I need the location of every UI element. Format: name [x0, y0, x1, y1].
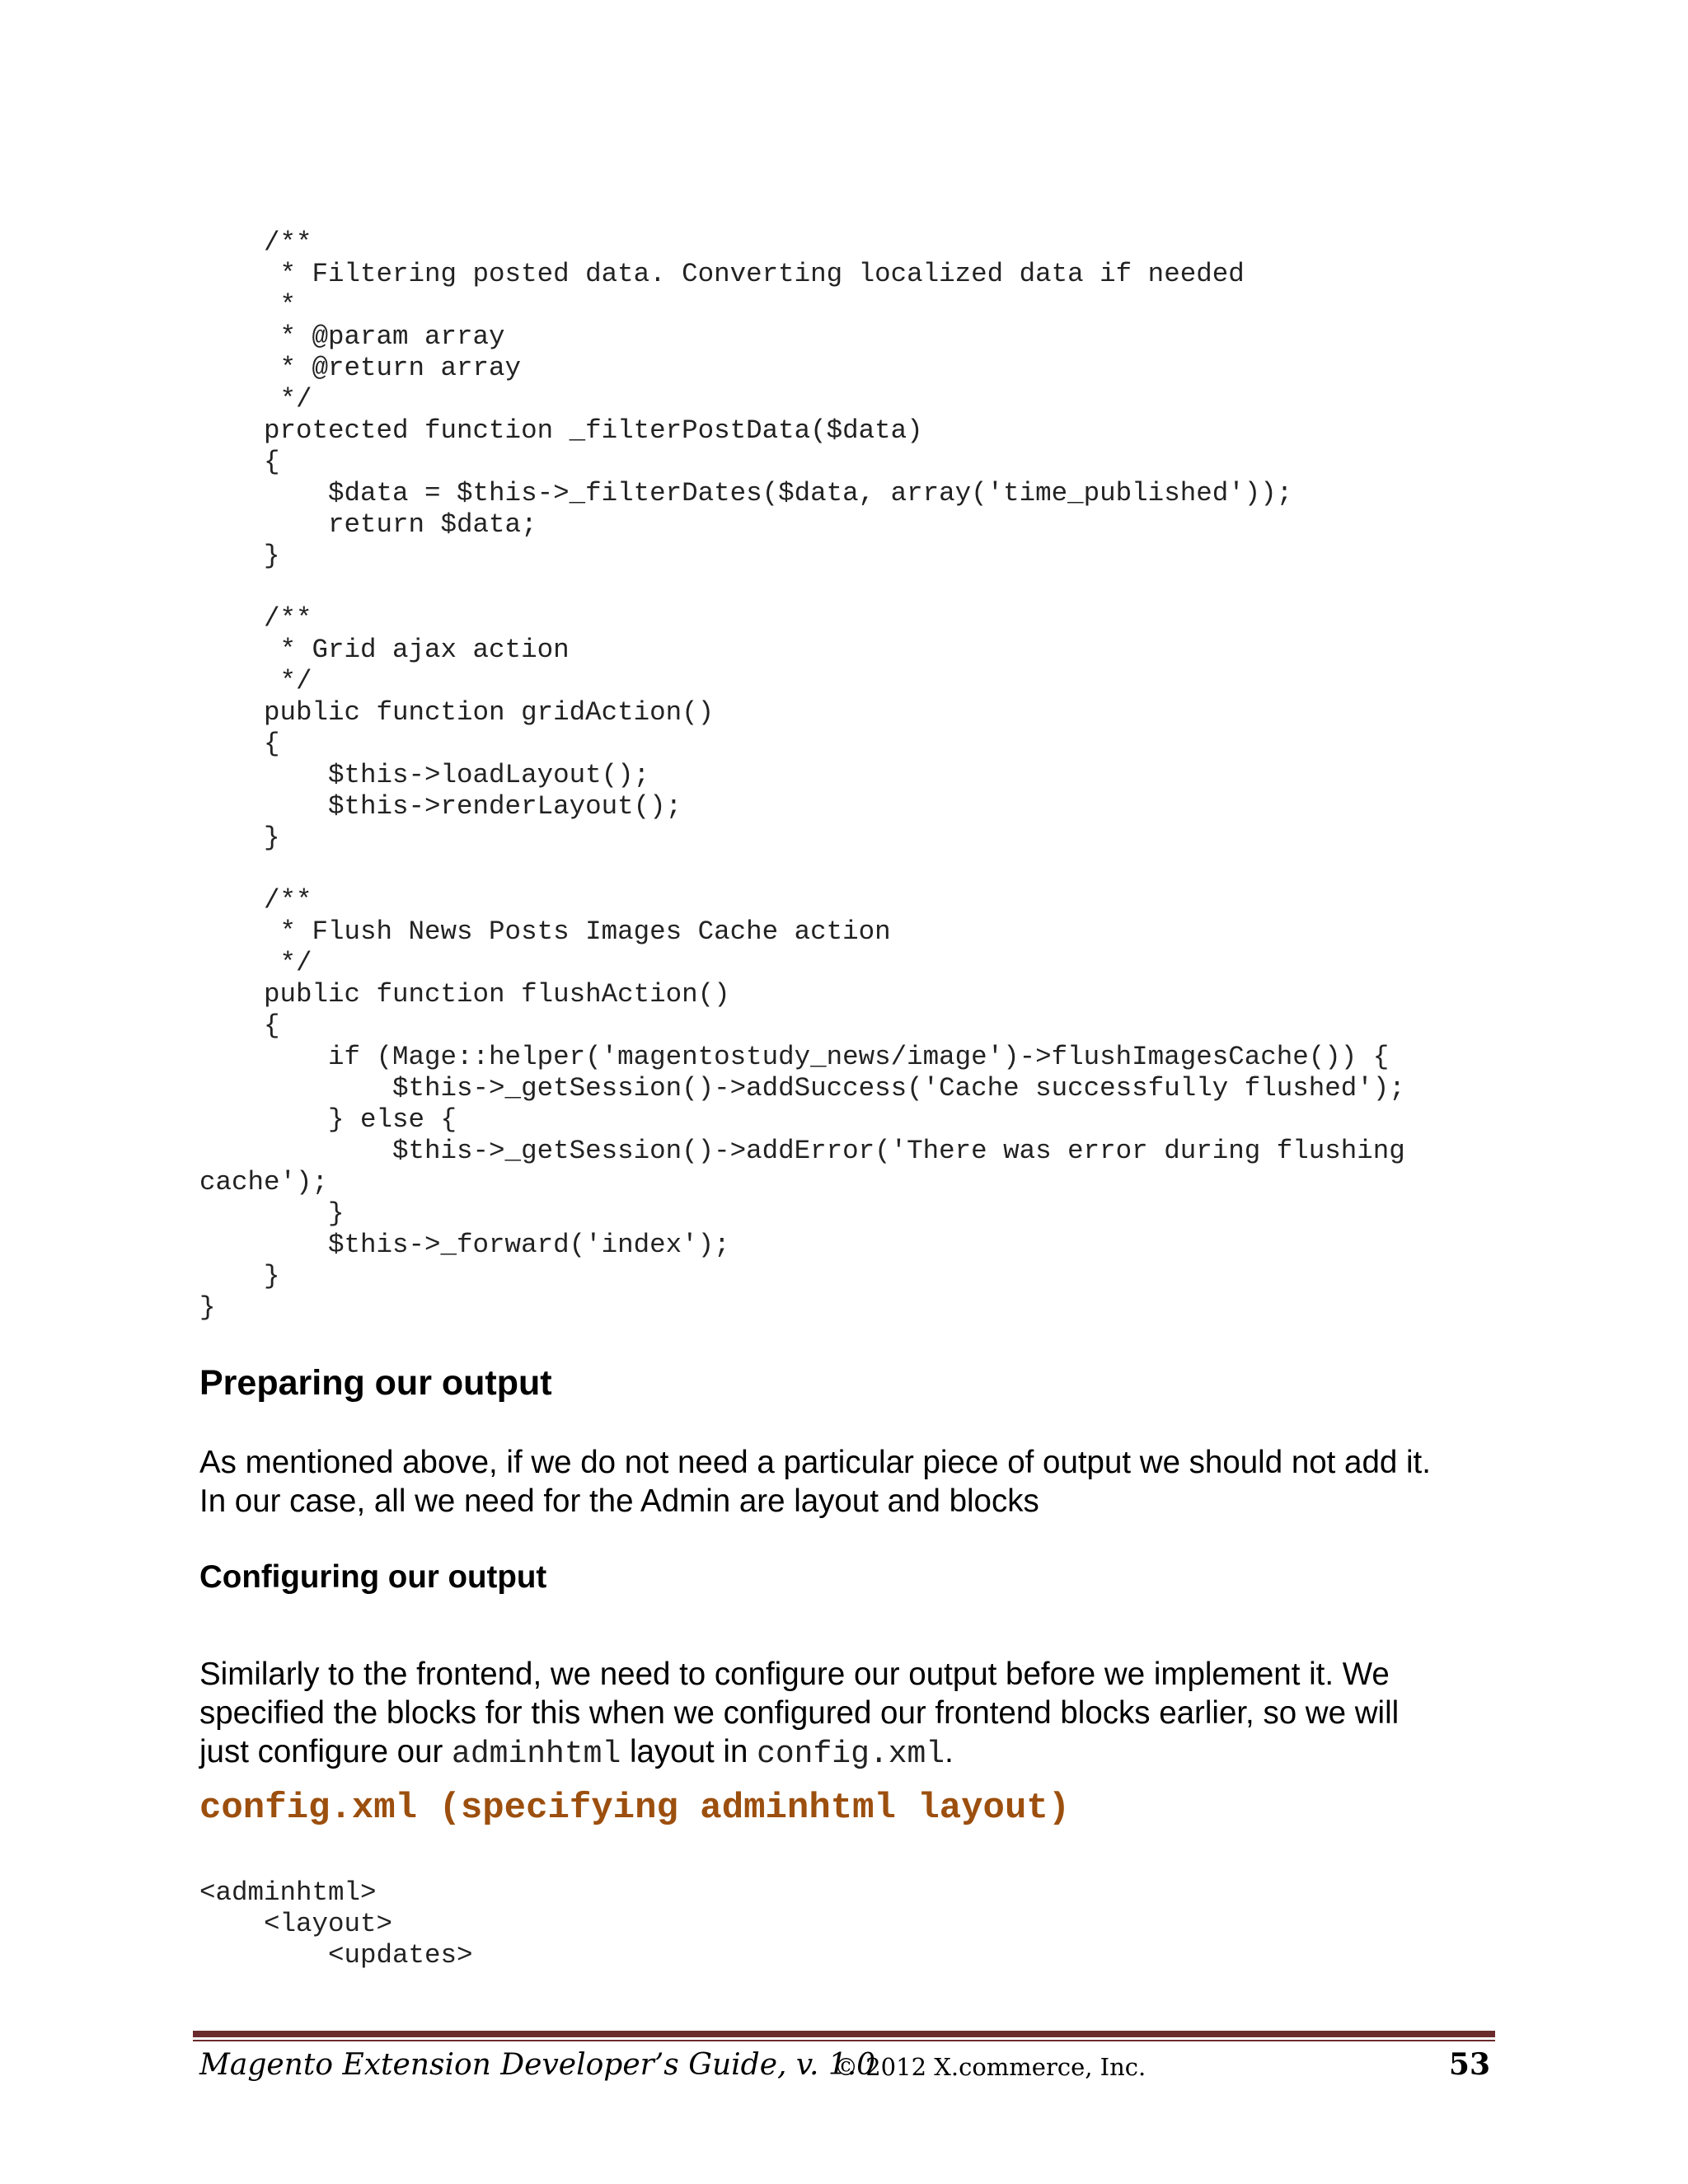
page-number: 53 — [1448, 2047, 1490, 2082]
footer-divider-thin — [193, 2040, 1495, 2041]
footer-book-title: Magento Extension Developer’s Guide, v. 1.0 — [199, 2048, 876, 2082]
code-block-controller: /** * Filtering posted data. Converting localized data if needed * * @param array * @return array */ protected function _filterPostData($data) { $data = $this->_filterDates($data, array('time_published')); return $data; } /** * Grid ajax action */ public function gridAction() { $this->loadLayout(); $this->renderLayout(); } /** * Flush News Posts Images Cache action */ public function flushAction() { if (Mage::helper('magentostudy_news/image')->flushImagesCache()) { $this->_getSession()->addSuccess('Cache successfully flushed'); } else { $this->_getSession()->addError('There was error during flushing cache'); } $this->_forward('index'); } } — [199, 227, 1405, 1323]
text-fragment: just configure our — [199, 1734, 452, 1769]
paragraph-line: Similarly to the frontend, we need to configure our output before we implement it. We — [199, 1657, 1390, 1692]
section-heading: Preparing our output — [199, 1363, 552, 1403]
paragraph-line — [199, 1732, 1399, 1774]
code-listing-heading: config.xml (specifying adminhtml layout) — [199, 1788, 1071, 1829]
subsection-heading: Configuring our output — [199, 1559, 547, 1595]
paragraph-line: As mentioned above, if we do not need a particular piece of output we should not add it. — [199, 1445, 1431, 1480]
paragraph-line: specified the blocks for this when we configured our frontend blocks earlier, so we will — [199, 1695, 1400, 1731]
inline-code-config-xml: config.xml — [757, 1736, 945, 1772]
paragraph-line: In our case, all we need for the Admin are layout and blocks — [199, 1483, 1039, 1519]
inline-code-adminhtml: adminhtml — [452, 1736, 621, 1772]
text-fragment: . — [945, 1734, 954, 1769]
footer-copyright: © 2012 X.commerce, Inc. — [834, 2053, 1146, 2081]
paragraph-admin-output — [199, 1443, 1431, 1521]
text-fragment: layout in — [621, 1734, 757, 1769]
code-block-config-xml: <adminhtml> <layout> <updates> — [199, 1877, 473, 1971]
footer-divider-thick — [193, 2031, 1495, 2037]
footer-divider — [193, 2031, 1495, 2042]
paragraph-configure-output — [199, 1655, 1399, 1774]
